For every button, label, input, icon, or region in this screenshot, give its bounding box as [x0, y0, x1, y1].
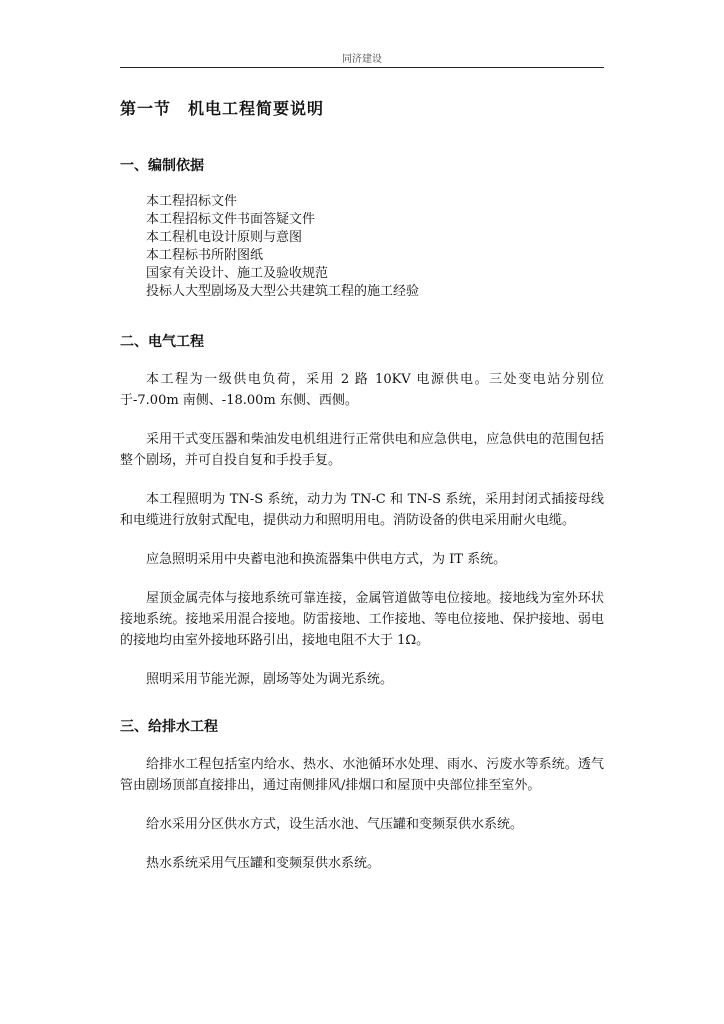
section-title-electrical: 二、电气工程: [120, 334, 204, 350]
paragraph: 热水系统采用气压罐和变频泵供水系统。: [146, 856, 381, 871]
paragraph: 给水采用分区供水方式，设生活水池、气压罐和变频泵供水系统。: [146, 817, 524, 832]
section-title-plumbing: 三、给排水工程: [120, 719, 218, 735]
paragraph: 给排水工程包括室内给水、热水、水池循环水处理、雨水、污废水等系统。透气管由剧场顶部直接排出，通过南侧排风/排烟口和屋顶中央部位排至室外。: [120, 757, 604, 793]
list-item: 本工程机电设计原则与意图: [146, 230, 303, 245]
section-title-basis: 一、编制依据: [120, 158, 204, 174]
list-item: 国家有关设计、施工及验收规范: [146, 266, 329, 281]
list-item: 投标人大型剧场及大型公共建筑工程的施工经验: [146, 284, 420, 299]
paragraph: 屋顶金属壳体与接地系统可靠连接，金属管道做等电位接地。接地线为室外环状接地系统。接地采用混合接地。防雷接地、工作接地、等电位接地、保护接地、弱电的接地均由室外接地环路引出，接地电阻不大于 1Ω。: [120, 591, 604, 648]
paragraph: 本工程为一级供电负荷，采用 2 路 10KV 电源供电。三处变电站分别位于-7.00m 南侧、-18.00m 东侧、西侧。: [120, 372, 604, 408]
list-item: 本工程标书所附图纸: [146, 248, 264, 263]
paragraph: 应急照明采用中央蓄电池和换流器集中供电方式，为 IT 系统。: [146, 552, 507, 567]
list-item: 本工程招标文件书面答疑文件: [146, 212, 316, 227]
list-item: 本工程招标文件: [146, 194, 238, 209]
paragraph: 照明采用节能光源，剧场等处为调光系统。: [146, 672, 394, 687]
chapter-title: 第一节 机电工程简要说明: [120, 99, 325, 118]
document-body: [120, 96, 604, 892]
header-rule: [120, 67, 604, 68]
paragraph: 采用干式变压器和柴油发电机组进行正常供电和应急供电，应急供电的范围包括整个剧场，并可自投自复和手投手复。: [120, 432, 604, 468]
basis-list: [120, 193, 604, 301]
paragraph: 本工程照明为 TN-S 系统，动力为 TN-C 和 TN-S 系统，采用封闭式插接母线和电缆进行放射式配电，提供动力和照明用电。消防设备的供电采用耐火电缆。: [120, 492, 604, 528]
page-header: 同济建设: [342, 54, 382, 65]
